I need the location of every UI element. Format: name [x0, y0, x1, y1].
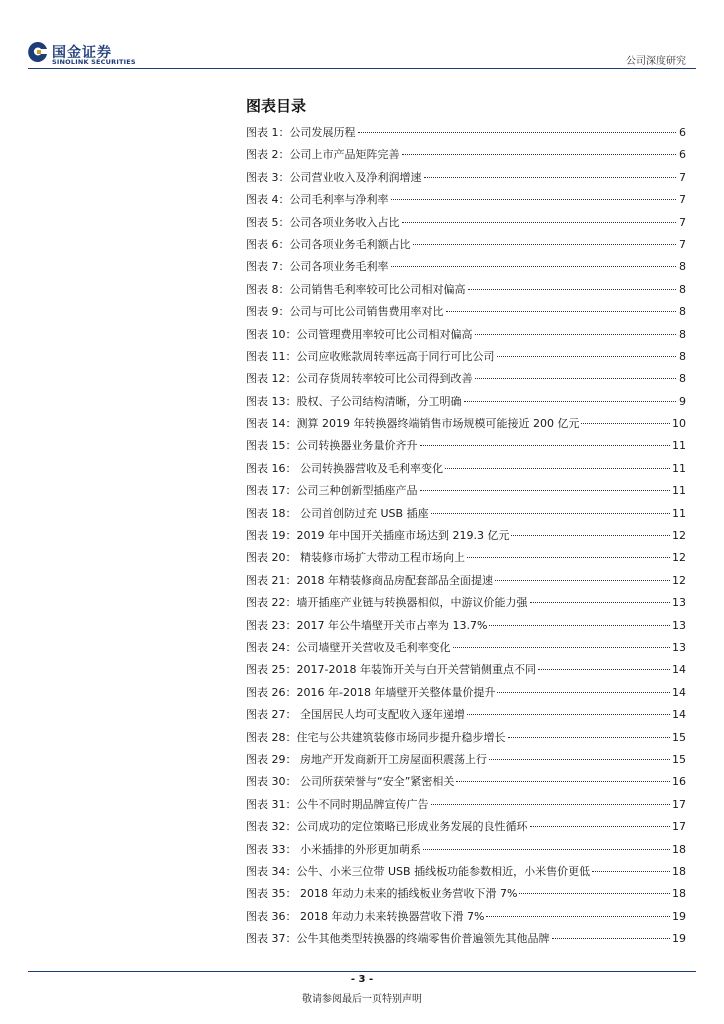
toc-dot-leader	[446, 311, 677, 312]
toc-entry-page: 11	[672, 484, 686, 498]
toc-dot-leader	[475, 378, 677, 379]
toc-entry-label: 图表 28：住宅与公共建筑装修市场同步提升稳步增长	[246, 730, 506, 744]
toc-entry[interactable]	[246, 839, 686, 861]
toc-entry-page: 13	[672, 596, 686, 610]
toc-entry-page: 8	[679, 305, 686, 319]
toc-dot-leader	[424, 177, 677, 178]
toc-dot-leader	[530, 602, 671, 603]
toc-dot-leader	[508, 737, 671, 738]
toc-entry[interactable]	[246, 771, 686, 793]
toc-entry-page: 17	[672, 820, 686, 834]
toc-dot-leader	[391, 266, 677, 267]
toc-entry-label: 图表 4：公司毛利率与净利率	[246, 193, 389, 207]
toc-entry-page: 11	[672, 506, 686, 520]
toc-dot-leader	[497, 356, 677, 357]
toc-entry-page: 12	[672, 551, 686, 565]
toc-entry[interactable]	[246, 122, 686, 144]
toc-dot-leader	[489, 625, 670, 626]
toc-list	[246, 122, 686, 950]
logo-english-name: SINOLINK SECURITIES	[52, 58, 136, 66]
toc-entry[interactable]	[246, 435, 686, 457]
toc-entry-label: 图表 8：公司销售毛利率较可比公司相对偏高	[246, 282, 466, 296]
toc-entry-page: 18	[672, 864, 686, 878]
toc-entry[interactable]	[246, 413, 686, 435]
toc-dot-leader	[489, 759, 670, 760]
toc-entry-page: 8	[679, 349, 686, 363]
toc-entry-page: 8	[679, 372, 686, 386]
toc-entry[interactable]	[246, 682, 686, 704]
toc-entry-label: 图表 29： 房地产开发商新开工房屋面积震荡上行	[246, 752, 487, 766]
toc-entry-page: 16	[672, 775, 686, 789]
toc-entry-page: 8	[679, 260, 686, 274]
toc-dot-leader	[391, 199, 677, 200]
toc-entry-page: 7	[679, 170, 686, 184]
toc-entry-label: 图表 25：2017-2018 年装饰开关与白开关营销侧重点不同	[246, 663, 536, 677]
toc-entry-page: 17	[672, 797, 686, 811]
toc-dot-leader	[402, 222, 677, 223]
toc-entry-page: 8	[679, 282, 686, 296]
toc-entry[interactable]	[246, 816, 686, 838]
toc-entry[interactable]	[246, 189, 686, 211]
toc-entry[interactable]	[246, 861, 686, 883]
toc-entry[interactable]	[246, 391, 686, 413]
toc-entry-label: 图表 21：2018 年精装修商品房配套部品全面提速	[246, 573, 493, 587]
toc-entry-page: 6	[679, 126, 686, 139]
sinolink-logo-icon	[28, 41, 48, 63]
logo-chinese-name: 国金证券	[52, 45, 112, 61]
toc-entry[interactable]	[246, 144, 686, 166]
toc-dot-leader	[486, 916, 670, 917]
toc-dot-leader	[445, 468, 670, 469]
toc-entry[interactable]	[246, 659, 686, 681]
toc-entry[interactable]	[246, 256, 686, 278]
toc-entry-label: 图表 10：公司管理费用率较可比公司相对偏高	[246, 327, 473, 341]
toc-entry-label: 图表 13：股权、子公司结构清晰，分工明确	[246, 394, 462, 408]
toc-dot-leader	[420, 445, 671, 446]
toc-entry[interactable]	[246, 794, 686, 816]
toc-dot-leader	[413, 244, 677, 245]
toc-entry-page: 13	[672, 640, 686, 654]
page-number: - 3 -	[350, 974, 374, 985]
toc-entry[interactable]	[246, 928, 686, 950]
toc-entry-label: 图表 5：公司各项业务收入占比	[246, 215, 400, 229]
page-header	[0, 0, 724, 76]
toc-entry[interactable]	[246, 615, 686, 637]
toc-dot-leader	[475, 334, 677, 335]
toc-entry-label: 图表 16： 公司转换器营收及毛利率变化	[246, 461, 443, 475]
toc-entry[interactable]	[246, 234, 686, 256]
toc-entry-label: 图表 35： 2018 年动力未来的插线板业务营收下滑 7%	[246, 887, 518, 901]
toc-entry-label: 图表 6：公司各项业务毛利额占比	[246, 237, 411, 251]
toc-entry-page: 8	[679, 327, 686, 341]
toc-dot-leader	[456, 781, 670, 782]
toc-entry-label: 图表 33： 小米插排的外形更加萌系	[246, 842, 421, 856]
toc-entry[interactable]	[246, 167, 686, 189]
toc-entry[interactable]	[246, 592, 686, 614]
toc-entry-label: 图表 7：公司各项业务毛利率	[246, 260, 389, 274]
toc-entry[interactable]	[246, 346, 686, 368]
toc-entry[interactable]	[246, 906, 686, 928]
toc-entry-page: 7	[679, 193, 686, 207]
toc-entry-label: 图表 30： 公司所获荣誉与“安全”紧密相关	[246, 775, 455, 789]
toc-entry[interactable]	[246, 525, 686, 547]
toc-entry-label: 图表 9：公司与可比公司销售费用率对比	[246, 305, 444, 319]
toc-entry-page: 11	[672, 439, 686, 453]
sinolink-logo	[28, 41, 138, 67]
report-type-label: 公司深度研究	[626, 56, 686, 67]
toc-entry-page: 19	[672, 909, 686, 923]
toc-entry-label: 图表 27： 全国居民人均可支配收入逐年递增	[246, 708, 465, 722]
header-divider	[28, 68, 696, 69]
toc-entry-page: 13	[672, 618, 686, 632]
toc-dot-leader	[464, 401, 677, 402]
toc-dot-leader	[592, 871, 670, 872]
toc-entry-page: 6	[679, 148, 686, 162]
toc-entry-label: 图表 32：公司成功的定位策略已形成业务发展的良性循环	[246, 820, 528, 834]
toc-dot-leader	[511, 535, 670, 536]
toc-entry-page: 12	[672, 529, 686, 543]
toc-entry-label: 图表 11：公司应收账款周转率远高于同行可比公司	[246, 349, 495, 363]
toc-entry-label: 图表 20： 精装修市场扩大带动工程市场向上	[246, 551, 465, 565]
toc-entry-page: 15	[672, 730, 686, 744]
toc-entry[interactable]	[246, 458, 686, 480]
toc-entry-page: 15	[672, 752, 686, 766]
toc-entry[interactable]	[246, 368, 686, 390]
toc-entry[interactable]	[246, 727, 686, 749]
toc-entry-label: 图表 1：公司发展历程	[246, 126, 356, 139]
toc-entry-page: 14	[672, 685, 686, 699]
toc-entry-page: 19	[672, 932, 686, 946]
toc-entry-page: 10	[672, 417, 686, 431]
toc-entry-label: 图表 19：2019 年中国开关插座市场达到 219.3 亿元	[246, 529, 510, 543]
toc-dot-leader	[538, 669, 670, 670]
toc-entry[interactable]	[246, 279, 686, 301]
toc-dot-leader	[423, 849, 670, 850]
toc-entry[interactable]	[246, 883, 686, 905]
toc-dot-leader	[468, 289, 677, 290]
toc-dot-leader	[467, 714, 670, 715]
toc-dot-leader	[552, 938, 671, 939]
toc-entry-label: 图表 17：公司三种创新型插座产品	[246, 484, 418, 498]
toc-entry-label: 图表 37：公牛其他类型转换器的终端零售价普遍领先其他品牌	[246, 932, 550, 946]
toc-entry-label: 图表 3：公司营业收入及净利润增速	[246, 170, 422, 184]
toc-entry-label: 图表 2：公司上市产品矩阵完善	[246, 148, 400, 162]
toc-entry-page: 14	[672, 708, 686, 722]
toc-entry-label: 图表 34：公牛、小米三位带 USB 插线板功能参数相近，小米售价更低	[246, 864, 591, 878]
toc-entry-page: 18	[672, 887, 686, 901]
toc-dot-leader	[431, 804, 671, 805]
toc-entry-label: 图表 23：2017 年公牛墙壁开关市占率为 13.7%	[246, 618, 488, 632]
toc-entry-label: 图表 12：公司存货周转率较可比公司得到改善	[246, 372, 473, 386]
toc-entry-page: 12	[672, 573, 686, 587]
toc-entry-page: 14	[672, 663, 686, 677]
toc-dot-leader	[358, 132, 677, 133]
toc-entry[interactable]	[246, 547, 686, 569]
toc-entry[interactable]	[246, 212, 686, 234]
toc-entry[interactable]	[246, 637, 686, 659]
toc-entry[interactable]	[246, 570, 686, 592]
toc-dot-leader	[467, 557, 670, 558]
toc-entry-label: 图表 14：测算 2019 年转换器终端销售市场规模可能接近 200 亿元	[246, 417, 580, 431]
toc-entry-label: 图表 15：公司转换器业务量价齐升	[246, 439, 418, 453]
toc-entry-label: 图表 22：墙开插座产业链与转换器相似，中游议价能力强	[246, 596, 528, 610]
toc-entry-label: 图表 26：2016 年-2018 年墙壁开关整体量价提升	[246, 685, 496, 699]
toc-dot-leader	[420, 490, 671, 491]
toc-dot-leader	[519, 893, 670, 894]
toc-entry-page: 18	[672, 842, 686, 856]
footer-divider	[28, 971, 696, 972]
toc-dot-leader	[431, 513, 670, 514]
toc-entry-page: 7	[679, 237, 686, 251]
toc-entry[interactable]	[246, 301, 686, 323]
footer-disclaimer: 敬请参阅最后一页特别声明	[302, 994, 422, 1005]
toc-entry-label: 图表 18： 公司首创防过充 USB 插座	[246, 506, 429, 520]
toc-entry[interactable]	[246, 480, 686, 502]
toc-entry[interactable]	[246, 749, 686, 771]
toc-entry[interactable]	[246, 324, 686, 346]
toc-entry-page: 7	[679, 215, 686, 229]
toc-title: 图表目录	[246, 97, 307, 115]
toc-entry[interactable]	[246, 503, 686, 525]
toc-dot-leader	[497, 692, 670, 693]
toc-entry-label: 图表 31：公牛不同时期品牌宣传广告	[246, 797, 429, 811]
toc-entry-page: 9	[679, 394, 686, 408]
toc-dot-leader	[453, 647, 671, 648]
toc-entry-label: 图表 24：公司墙壁开关营收及毛利率变化	[246, 640, 451, 654]
toc-dot-leader	[495, 580, 670, 581]
toc-entry[interactable]	[246, 704, 686, 726]
toc-dot-leader	[402, 154, 677, 155]
toc-dot-leader	[530, 826, 671, 827]
toc-entry-page: 11	[672, 461, 686, 475]
toc-dot-leader	[581, 423, 670, 424]
toc-entry-label: 图表 36： 2018 年动力未来转换器营收下滑 7%	[246, 909, 485, 923]
